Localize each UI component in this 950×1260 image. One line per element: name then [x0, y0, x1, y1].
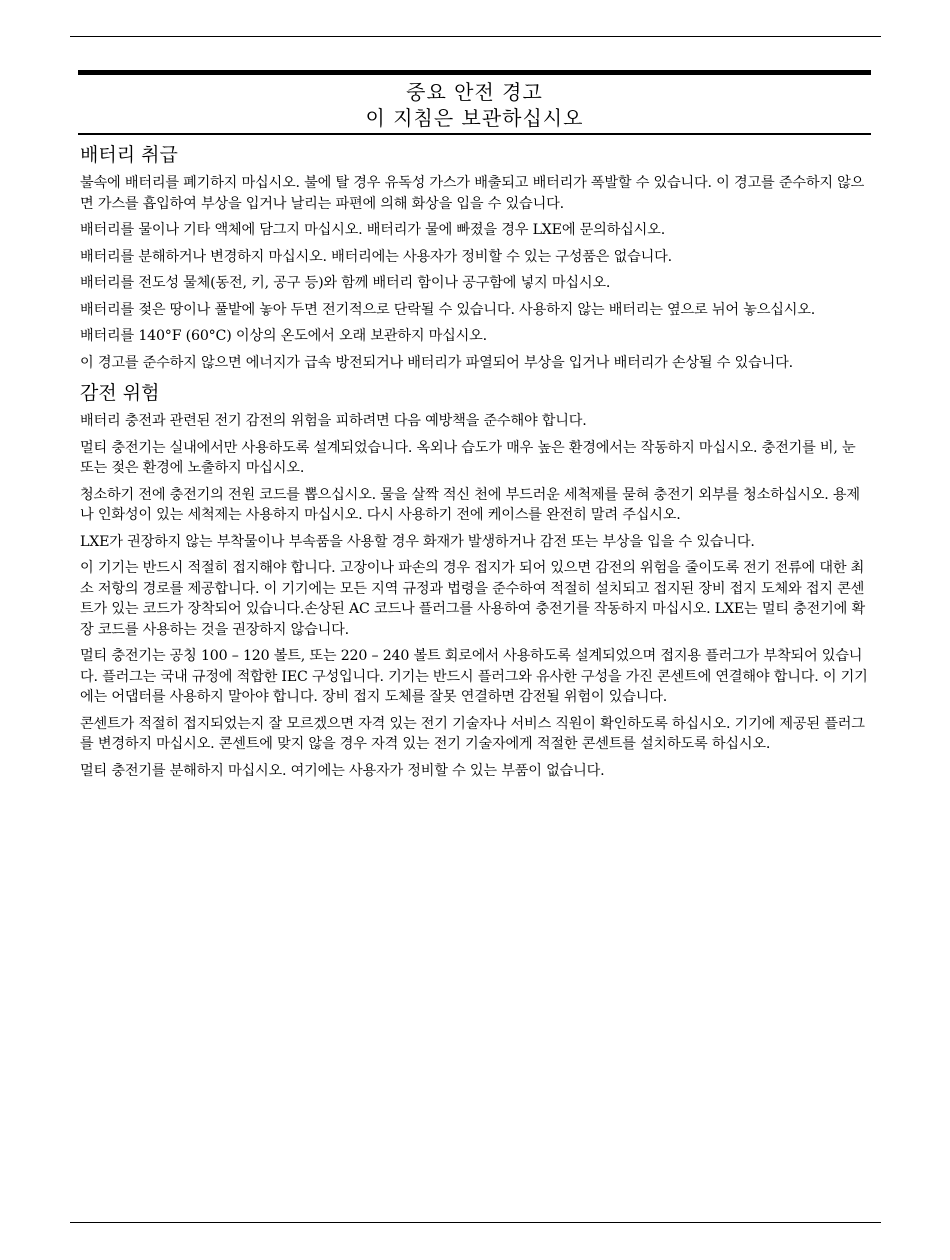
paragraph: 멀티 충전기를 분해하지 마십시오. 여기에는 사용자가 정비할 수 있는 부품이 없습니다. — [80, 762, 605, 779]
section-shock-hazard — [78, 381, 871, 781]
paragraph: 멀티 충전기는 실내에서만 사용하도록 설계되었습니다. 옥외나 습도가 매우 높은 환경에서는 작동하지 마십시오. 충전기를 비, 눈 또는 젖은 환경에 노출하지 마십시오. — [80, 439, 856, 476]
document-body — [78, 70, 871, 787]
page-subtitle: 이 지침은 보관하십시오 — [365, 106, 584, 130]
section-heading: 감전 위험 — [80, 382, 160, 404]
section-battery-handling — [78, 143, 871, 373]
paragraph: 배터리 충전과 관련된 전기 감전의 위험을 피하려면 다음 예방책을 준수해야 합니다. — [80, 413, 587, 429]
paragraph: LXE가 권장하지 않는 부착물이나 부속품을 사용할 경우 화재가 발생하거나 감전 또는 부상을 입을 수 있습니다. — [80, 533, 755, 550]
paragraph: 멀티 충전기는 공칭 100 – 120 볼트, 또는 220 – 240 볼트 회로에서 사용하도록 설계되었으며 접지용 플러그가 부착되어 있습니다. 플러그는 국내 규정에 적합한 IEC 구성입니다. 기기는 반드시 플러그와 유사한 구성을 가진 콘센트에 연결해야 합니다. 이 기기에는 어댑터를 사용하지 말아야 합니다. 장비 접지 도체를 잘못 연결하면 감전될 위험이 있습니다. — [80, 648, 868, 705]
paragraph: 배터리를 전도성 물체(동전, 키, 공구 등)와 함께 배터리 함이나 공구함에 넣지 마십시오. — [80, 275, 611, 291]
header-rule — [70, 36, 881, 37]
paragraph: 배터리를 물이나 기타 액체에 담그지 마십시오. 배터리가 물에 빠졌을 경우 LXE에 문의하십시오. — [80, 222, 665, 238]
footer-rule — [70, 1222, 881, 1223]
paragraph: 청소하기 전에 충전기의 전원 코드를 뽑으십시오. 물을 살짝 적신 천에 부드러운 세척제를 묻혀 충전기 외부를 청소하십시오. 용제나 인화성이 있는 세척제는 사용하지 마십시오. 다시 사용하기 전에 케이스를 완전히 말려 주십시오. — [80, 486, 860, 523]
paragraph: 배터리를 분해하거나 변경하지 마십시오. 배터리에는 사용자가 정비할 수 있는 구성품은 없습니다. — [80, 248, 672, 265]
title-box — [78, 70, 871, 135]
paragraph: 배터리를 140°F (60°C) 이상의 온도에서 오래 보관하지 마십시오. — [80, 328, 487, 344]
paragraph: 불속에 배터리를 폐기하지 마십시오. 불에 탈 경우 유독성 가스가 배출되고 배터리가 폭발할 수 있습니다. 이 경고를 준수하지 않으면 가스를 흡입하여 부상을 입거나 날리는 파편에 의해 화상을 입을 수 있습니다. — [80, 175, 865, 212]
paragraph: 콘센트가 적절히 접지되었는지 잘 모르겠으면 자격 있는 전기 기술자나 서비스 직원이 확인하도록 하십시오. 기기에 제공된 플러그를 변경하지 마십시오. 콘센트에 맞지 않을 경우 자격 있는 전기 기술자에게 적절한 콘센트를 설치하도록 하십시오. — [80, 715, 865, 752]
paragraph: 이 기기는 반드시 적절히 접지해야 합니다. 고장이나 파손의 경우 접지가 되어 있으면 감전의 위험을 줄이도록 전기 전류에 대한 최소 저항의 경로를 제공합니다. 이 기기에는 모든 지역 규정과 법령을 준수하여 적절히 설치되고 접지된 장비 접지 도체와 접지 콘센트가 있는 코드가 장착되어 있습니다.손상된 AC 코드나 플러그를 사용하여 충전기를 작동하지 마십시오. LXE는 멀티 충전기에 확장 코드를 사용하는 것을 권장하지 않습니다. — [80, 560, 866, 638]
section-heading: 배터리 취급 — [80, 144, 178, 166]
paragraph: 이 경고를 준수하지 않으면 에너지가 급속 방전되거나 배터리가 파열되어 부상을 입거나 배터리가 손상될 수 있습니다. — [80, 354, 793, 371]
paragraph: 배터리를 젖은 땅이나 풀밭에 놓아 두면 전기적으로 단락될 수 있습니다. 사용하지 않는 배터리는 옆으로 뉘어 놓으십시오. — [80, 301, 816, 318]
page-title: 중요 안전 경고 — [406, 80, 543, 104]
